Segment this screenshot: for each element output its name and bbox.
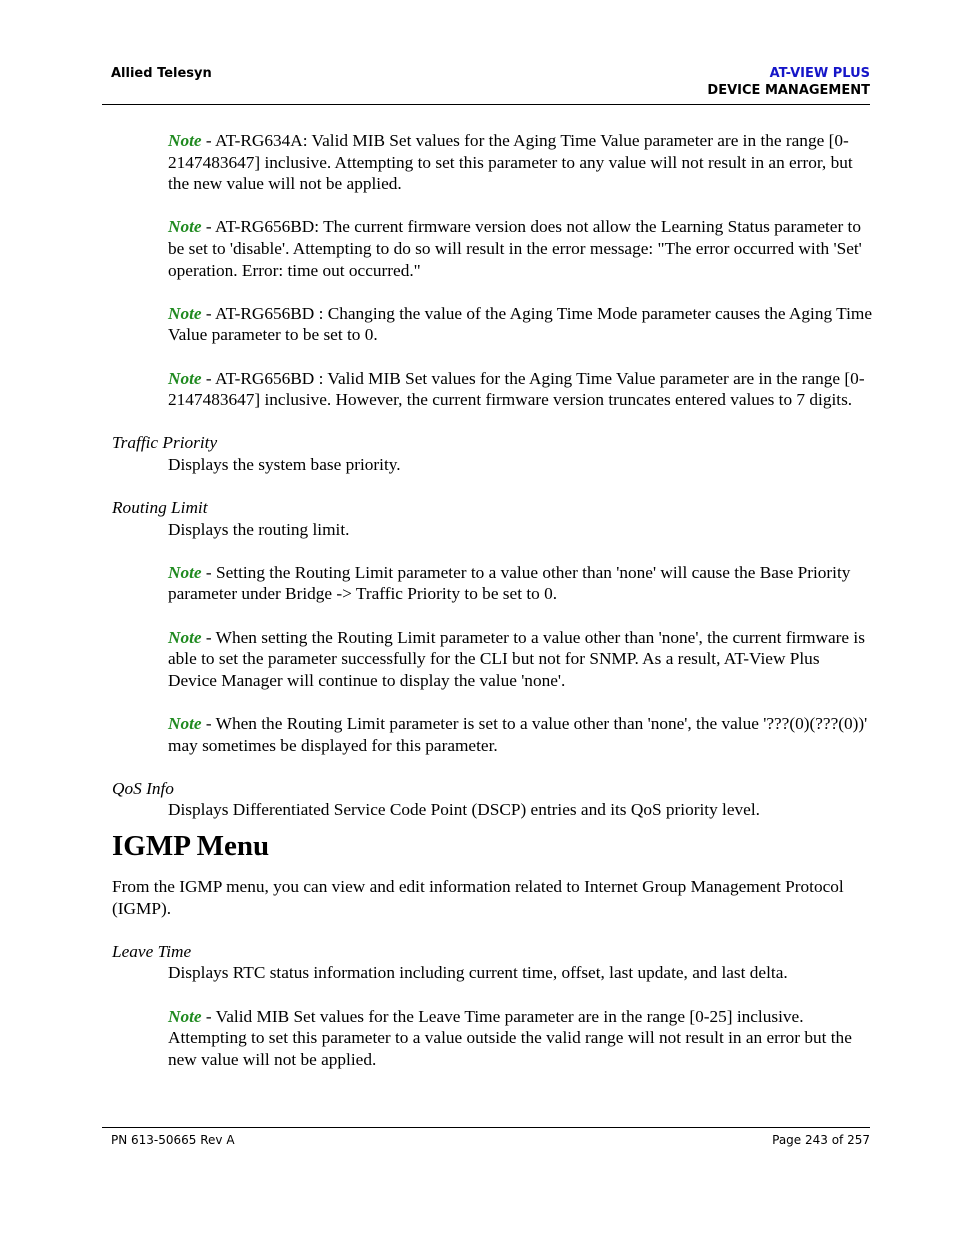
desc-qos-info: Displays Differentiated Service Code Point (DSCP) entries and its QoS priority level. <box>168 800 760 820</box>
note-label: Note <box>168 368 202 388</box>
page-number: Page 243 of 257 <box>772 1133 870 1147</box>
note-label: Note <box>168 217 202 237</box>
desc-leave-time: Displays RTC status information including current time, offset, last update, and last delta. <box>168 963 788 983</box>
heading-igmp-menu: IGMP Menu <box>112 830 270 862</box>
note-text: - When the Routing Limit parameter is set to a value other than 'none', the value '???(0)(???(0))' may sometimes be displayed for this parameter. <box>168 714 868 755</box>
note-label: Note <box>168 627 202 647</box>
note-learning-status <box>168 216 872 281</box>
company-name: Allied Telesyn <box>111 66 212 81</box>
note-text: - Setting the Routing Limit parameter to a value other than 'none' will cause the Base Priority parameter under Bridge -> Traffic Priority to be set to 0. <box>168 562 851 604</box>
note-routing-limit-base-priority <box>168 562 872 605</box>
note-label: Note <box>168 714 202 734</box>
term-qos-info: QoS Info <box>112 778 174 798</box>
desc-routing-limit: Displays the routing limit. <box>168 519 350 539</box>
note-label: Note <box>168 562 202 582</box>
note-routing-limit-snmp <box>168 627 872 692</box>
note-text: - When setting the Routing Limit parameter to a value other than 'none', the current firmware is able to set the parameter successfully for the CLI but not for SNMP. As a result, AT-View Plus Device Manager will continue to display the value 'none'. <box>168 627 865 690</box>
note-label: Note <box>168 1006 202 1026</box>
document-body <box>112 130 872 1092</box>
note-label: Note <box>168 131 202 150</box>
note-aging-time-rg656bd <box>168 368 872 411</box>
page-header <box>102 62 870 105</box>
term-traffic-priority: Traffic Priority <box>112 433 218 453</box>
note-aging-time-rg634a <box>168 130 872 195</box>
note-label: Note <box>168 303 202 323</box>
term-routing-limit: Routing Limit <box>112 498 208 518</box>
note-leave-time <box>168 1006 872 1071</box>
note-text: - AT-RG656BD: The current firmware version does not allow the Learning Status parameter to be set to 'disable'. Attempting to do so will result in the error message: "The error occurred with 'Set' operation. Error: time out occurred." <box>168 217 862 280</box>
product-name: AT-VIEW PLUS <box>769 66 870 81</box>
note-routing-limit-display <box>168 713 872 756</box>
note-text: - AT-RG634A: Valid MIB Set values for the Aging Time Value parameter are in the range [0-2147483647] inclusive. Attempting to set this parameter to any value will not result in an error, but the new value will not be applied. <box>168 131 853 194</box>
part-number: PN 613-50665 Rev A <box>111 1133 235 1147</box>
section-name: DEVICE MANAGEMENT <box>707 83 870 98</box>
note-text: - AT-RG656BD : Changing the value of the Aging Time Mode parameter causes the Aging Time Value parameter to be set to 0. <box>168 303 872 345</box>
note-text: - AT-RG656BD : Valid MIB Set values for the Aging Time Value parameter are in the range [0-2147483647] inclusive. However, the current firmware version truncates entered values to 7 digits. <box>168 368 865 410</box>
term-leave-time: Leave Time <box>112 941 192 961</box>
note-aging-time-mode <box>168 303 872 346</box>
desc-traffic-priority: Displays the system base priority. <box>168 454 401 474</box>
igmp-intro: From the IGMP menu, you can view and edit information related to Internet Group Management Protocol (IGMP). <box>112 877 844 918</box>
page-footer <box>102 1127 870 1147</box>
note-text: - Valid MIB Set values for the Leave Time parameter are in the range [0-25] inclusive. Attempting to set this parameter to a value outside the valid range will not result in an error but the new value will not be applied. <box>168 1006 852 1069</box>
